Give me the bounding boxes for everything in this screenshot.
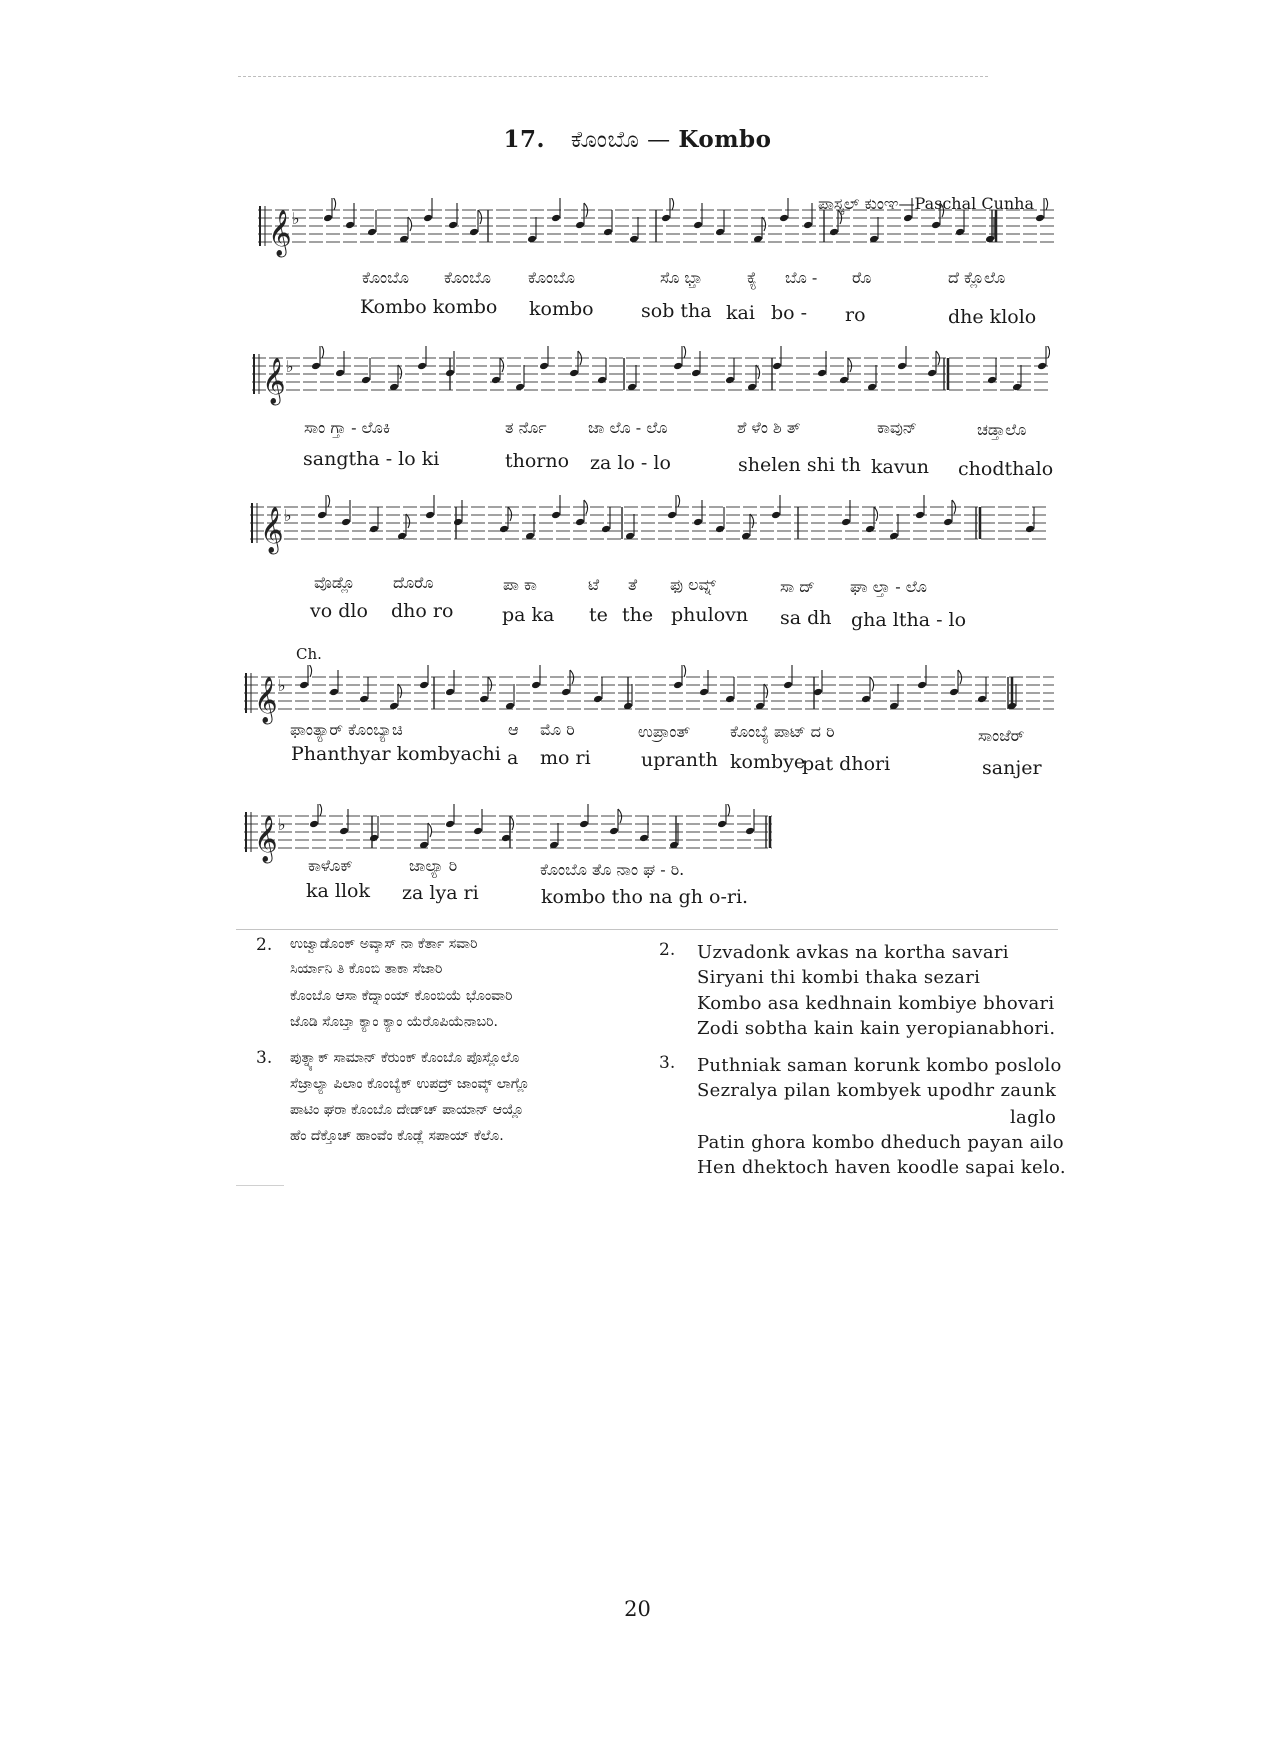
page-number: 20 bbox=[624, 1597, 651, 1621]
note-head bbox=[1012, 365, 1022, 391]
note-head bbox=[367, 210, 377, 236]
lyric-en: ka llok bbox=[306, 880, 370, 902]
lyric-en: kai bbox=[726, 302, 755, 324]
lyric-en: shelen shi th bbox=[738, 454, 861, 476]
music-staff-2 bbox=[252, 346, 1050, 406]
treble-clef-icon: 𝄞 bbox=[254, 816, 278, 862]
note-head bbox=[691, 351, 701, 377]
note-head bbox=[501, 816, 514, 842]
music-staff-4 bbox=[244, 665, 1054, 725]
lower-rule bbox=[236, 1185, 284, 1186]
staff-lines bbox=[244, 673, 1054, 713]
lyric-en: za lo - lo bbox=[590, 452, 671, 474]
verse-line-kn: ಪಾಟಿಂ ಘರಾ ಕೊಂಬೊ ದೇಡ್‌ಚ್ ಪಾಯಾನ್ ಆಯ್ಲೊ bbox=[290, 1102, 524, 1118]
lyric-en: the bbox=[622, 604, 654, 626]
note-head bbox=[361, 358, 371, 384]
note-head bbox=[889, 684, 899, 710]
top-rule bbox=[238, 76, 988, 77]
lyric-en: sob tha bbox=[641, 300, 712, 322]
note-head bbox=[987, 358, 997, 384]
note-head bbox=[389, 365, 402, 391]
lyric-kn: ಸಾಂ ಗ್ತಾ - ಲೊಕಿ bbox=[304, 418, 391, 437]
lyric-kn: ತ ರ್ನೊ bbox=[505, 418, 547, 437]
song-title-english: Kombo bbox=[678, 126, 772, 153]
lyric-kn: ಕಾಳೊಕ್ bbox=[308, 856, 353, 875]
lyric-kn: ಪಾ ಕಾ bbox=[503, 575, 537, 594]
verse-number: 2. bbox=[659, 940, 676, 960]
flat-sign-icon: ♭ bbox=[292, 209, 300, 228]
note-head bbox=[627, 365, 637, 391]
note-head bbox=[453, 500, 463, 526]
lyric-en: mo ri bbox=[540, 747, 591, 769]
composer-credit: ಪಾಸ್ಕಲ್ ಕುಂಞ—Paschal Cunha bbox=[818, 194, 1035, 213]
note-head bbox=[699, 670, 709, 696]
note-head bbox=[575, 203, 588, 229]
lyric-kn: ಆ bbox=[508, 720, 519, 739]
lyric-en: te bbox=[589, 604, 608, 626]
lyric-en: ro bbox=[845, 304, 866, 326]
treble-clef-icon: 𝄞 bbox=[260, 507, 284, 553]
note-head bbox=[399, 217, 412, 243]
note-head bbox=[715, 210, 725, 236]
verse-line-kn: ಸಿರ್ಯಾನಿ ತಿ ಕೊಂಬಿ ತಾಕಾ ಸೆಜಾರಿ bbox=[290, 961, 443, 977]
lyric-kn: ಸೊ ಭ್ತಾ bbox=[660, 268, 703, 287]
note-head bbox=[597, 358, 607, 384]
note-head bbox=[693, 203, 703, 229]
chorus-label: Ch. bbox=[296, 645, 322, 663]
verse-line-kn: ಪುತ್ನ್ಯಾಕ್ ಸಾಮಾನ್ ಕೆರುಂಕ್ ಕೊಂಬೊ ಪೊಸ್ಲೊಲೊ bbox=[290, 1050, 520, 1066]
lyric-en: bo - bbox=[771, 302, 808, 324]
note-head bbox=[755, 684, 768, 710]
flat-sign-icon: ♭ bbox=[278, 676, 286, 695]
note-head bbox=[927, 351, 940, 377]
treble-clef-icon: 𝄞 bbox=[268, 210, 292, 256]
note-head bbox=[473, 809, 483, 835]
lyric-en: Kombo kombo bbox=[360, 296, 498, 318]
lyric-en: dho ro bbox=[391, 600, 454, 622]
verse-line-kn: ಕೊಂಬೊ ಆಸಾ ಕೆದ್ನಾಂಯ್ ಕೊಂಬಿಯೆ ಭೊಂವಾರಿ bbox=[290, 988, 513, 1004]
verse-line-en: Siryani thi kombi thaka sezari bbox=[697, 967, 981, 988]
note-head bbox=[943, 500, 956, 526]
note-head bbox=[499, 507, 512, 533]
lyric-en: sa dh bbox=[780, 607, 832, 629]
note-head bbox=[625, 514, 635, 540]
note-head bbox=[669, 823, 679, 849]
note-head bbox=[448, 203, 458, 229]
verse-line-en: Uzvadonk avkas na kortha savari bbox=[697, 942, 1009, 963]
verse-number: 3. bbox=[659, 1053, 676, 1073]
lyric-kn: ಬೊ - bbox=[785, 268, 818, 287]
verse-line-kn: ಜೊಡಿ ಸೊಬ್ತಾ ಕ್ಯಾಂ ಕ್ಯಾಂ ಯೆರೊಪಿಯೆನಾಬರಿ. bbox=[290, 1014, 498, 1030]
note-head bbox=[525, 514, 535, 540]
note-head bbox=[747, 365, 760, 391]
note-head bbox=[977, 677, 987, 703]
song-number: 17. bbox=[503, 126, 546, 153]
lyric-kn: ಚಡ್ತಾಲೊ bbox=[977, 420, 1027, 439]
note-head bbox=[593, 677, 603, 703]
lyric-en: kavun bbox=[871, 456, 930, 478]
note-head bbox=[841, 500, 851, 526]
title-dash: — bbox=[647, 127, 671, 153]
note-head bbox=[419, 823, 432, 849]
note-head bbox=[725, 358, 735, 384]
lyric-kn: ರೊ bbox=[852, 268, 872, 287]
note-head bbox=[609, 809, 622, 835]
note-head bbox=[515, 365, 525, 391]
flat-sign-icon: ♭ bbox=[278, 815, 286, 834]
verse-line-en: Sezralya pilan kombyek upodhr zaunk bbox=[697, 1080, 1057, 1101]
note-head bbox=[861, 677, 874, 703]
note-head bbox=[629, 217, 639, 243]
note-head bbox=[955, 210, 965, 236]
note-head bbox=[865, 507, 878, 533]
note-head bbox=[389, 684, 402, 710]
lyric-kn: ಟೆ bbox=[588, 575, 600, 594]
note-head bbox=[505, 684, 515, 710]
verse-number: 3. bbox=[256, 1048, 273, 1068]
treble-clef-icon: 𝄞 bbox=[262, 358, 286, 404]
lyric-en: sanjer bbox=[982, 757, 1042, 779]
flat-sign-icon: ♭ bbox=[284, 506, 292, 525]
lyric-kn: ಮೊ ರಿ bbox=[540, 720, 575, 739]
lyric-en: phulovn bbox=[671, 604, 749, 626]
note-head bbox=[753, 217, 766, 243]
note-head bbox=[693, 500, 703, 526]
lyric-en: chodthalo bbox=[958, 458, 1054, 480]
lyric-kn: ಕಾವುನ್ bbox=[877, 418, 917, 437]
music-staff-3 bbox=[250, 495, 1048, 555]
lyric-en: pat dhori bbox=[802, 753, 891, 775]
verse-line-en: laglo bbox=[1010, 1107, 1057, 1128]
note-head bbox=[603, 210, 613, 236]
lyric-kn: ಜಾಲ್ಯಾ ರಿ bbox=[409, 856, 458, 875]
lyric-kn: ಶೆ ಳೆಂ ಶಿ ತ್ bbox=[737, 418, 801, 437]
lyric-kn: ಸಾ ದ್ bbox=[780, 577, 815, 596]
staff-lines bbox=[244, 812, 772, 852]
note-head bbox=[369, 507, 379, 533]
lyric-kn: ಕೊಂಬೊ bbox=[362, 268, 409, 287]
note-head bbox=[491, 358, 504, 384]
note-head bbox=[985, 217, 995, 243]
note-head bbox=[839, 358, 852, 384]
lyric-en: gha ltha - lo bbox=[851, 609, 967, 631]
verse-line-en: Kombo asa kedhnain kombiye bhovari bbox=[697, 993, 1055, 1014]
note-head bbox=[569, 351, 582, 377]
lyric-kn: ಕೊಂಬೊ ತೊ ನಾಂ ಘ - ರಿ. bbox=[540, 860, 685, 879]
lyric-kn: ಕೊಂಬೊ bbox=[444, 268, 491, 287]
lyric-en: vo dlo bbox=[310, 600, 368, 622]
lyric-en: a bbox=[507, 747, 519, 769]
note-head bbox=[469, 210, 482, 236]
verse-line-kn: ಉಜ್ವಾಡೊಂಕ್ ಅವ್ಕಾಸ್ ನಾ ಕೆರ್ತಾ ಸವಾರಿ bbox=[290, 936, 478, 952]
section-divider bbox=[236, 929, 1058, 930]
lyric-kn: ವೊಡ್ಲೊ bbox=[314, 573, 355, 592]
note-head bbox=[1025, 507, 1035, 533]
lyric-en: kombo tho na gh o-ri. bbox=[541, 886, 749, 908]
lyric-kn: ದೆ ಕ್ಲೊಲೊ bbox=[948, 268, 1006, 287]
lyric-kn: ಫು ಲವ್ನ್ bbox=[670, 575, 717, 594]
note-head bbox=[479, 677, 492, 703]
note-head bbox=[949, 670, 962, 696]
note-head bbox=[561, 670, 574, 696]
lyric-kn: ಕ್ಯೆ bbox=[747, 268, 758, 287]
note-head bbox=[725, 677, 735, 703]
verse-line-en: Patin ghora kombo dheduch payan ailo bbox=[697, 1132, 1064, 1153]
note-head bbox=[817, 351, 827, 377]
note-head bbox=[445, 670, 455, 696]
note-head bbox=[329, 670, 339, 696]
note-head bbox=[527, 217, 537, 243]
verse-line-en: Puthniak saman korunk kombo poslolo bbox=[697, 1055, 1062, 1076]
verse-line-kn: ಹೆಂ ದೆಕ್ತೊಚ್ ಹಾಂವೆಂ ಕೊಡ್ಲೆ ಸಪಾಯ್ ಕೆಲೊ. bbox=[290, 1128, 504, 1144]
lyric-en: pa ka bbox=[502, 604, 555, 626]
note-head bbox=[339, 809, 349, 835]
note-head bbox=[745, 809, 755, 835]
note-head bbox=[829, 210, 842, 236]
lyric-kn: ದೊರೊ bbox=[393, 573, 434, 592]
note-head bbox=[601, 507, 611, 533]
lyric-kn: ಸಾಂಜೆರ್ bbox=[978, 726, 1025, 745]
note-head bbox=[575, 500, 588, 526]
lyric-kn: ಫಾಂತ್ಯಾರ್ ಕೊಂಬ್ಯಾಚಿ bbox=[290, 720, 403, 739]
verse-line-en: Hen dhektoch haven koodle sapai kelo. bbox=[697, 1157, 1066, 1178]
lyric-en: thorno bbox=[505, 450, 570, 472]
verse-line-en: Zodi sobtha kain kain yeropianabhori. bbox=[697, 1018, 1056, 1039]
note-head bbox=[931, 203, 944, 229]
music-staff-5 bbox=[244, 804, 772, 864]
lyric-en: Phanthyar kombyachi bbox=[291, 743, 501, 765]
note-head bbox=[397, 514, 410, 540]
song-title-kannada: ಕೊಂಬೊ bbox=[570, 127, 640, 153]
lyric-kn: ಘಾ ಲ್ತಾ - ಲೊ bbox=[850, 577, 927, 596]
lyric-en: kombo bbox=[529, 298, 594, 320]
note-head bbox=[369, 816, 379, 842]
note-head bbox=[889, 514, 899, 540]
lyric-en: kombye bbox=[730, 751, 806, 773]
note-head bbox=[639, 816, 649, 842]
note-head bbox=[803, 203, 813, 229]
lyric-en: upranth bbox=[641, 749, 718, 771]
note-head bbox=[345, 203, 355, 229]
verse-line-kn: ಸೆಜ್ರಾಲ್ಯಾ ಪಿಲಾಂ ಕೊಂಬ್ಯೆಕ್ ಉಪದ್ರ್ ಜಾಂವ್ಕ್ ಲಾಗ್ಲೊ bbox=[290, 1076, 530, 1092]
flat-sign-icon: ♭ bbox=[286, 357, 294, 376]
note-head bbox=[867, 365, 877, 391]
lyric-kn: ತೆ bbox=[628, 575, 638, 594]
lyric-kn: ಉಪ್ರಾಂತ್ bbox=[638, 722, 691, 741]
note-head bbox=[715, 507, 725, 533]
lyric-kn: ಕೊಂಬ್ಯೆ ಪಾಟ್ ದ ರಿ bbox=[730, 722, 835, 741]
note-head bbox=[869, 217, 879, 243]
lyric-en: sangtha - lo ki bbox=[303, 448, 440, 470]
note-head bbox=[549, 823, 559, 849]
note-head bbox=[359, 677, 369, 703]
staff-lines bbox=[250, 503, 1048, 543]
music-staff-1 bbox=[258, 198, 1056, 258]
treble-clef-icon: 𝄞 bbox=[254, 677, 278, 723]
song-title bbox=[0, 126, 1275, 153]
lyric-kn: ಜಾ ಲೊ - ಲೊ bbox=[588, 418, 668, 437]
lyric-en: dhe klolo bbox=[948, 306, 1037, 328]
lyric-en: za lya ri bbox=[402, 882, 479, 904]
verse-number: 2. bbox=[256, 935, 273, 955]
lyric-kn: ಕೊಂಬೊ bbox=[528, 268, 575, 287]
note-head bbox=[335, 351, 345, 377]
note-head bbox=[341, 500, 351, 526]
note-head bbox=[741, 514, 754, 540]
